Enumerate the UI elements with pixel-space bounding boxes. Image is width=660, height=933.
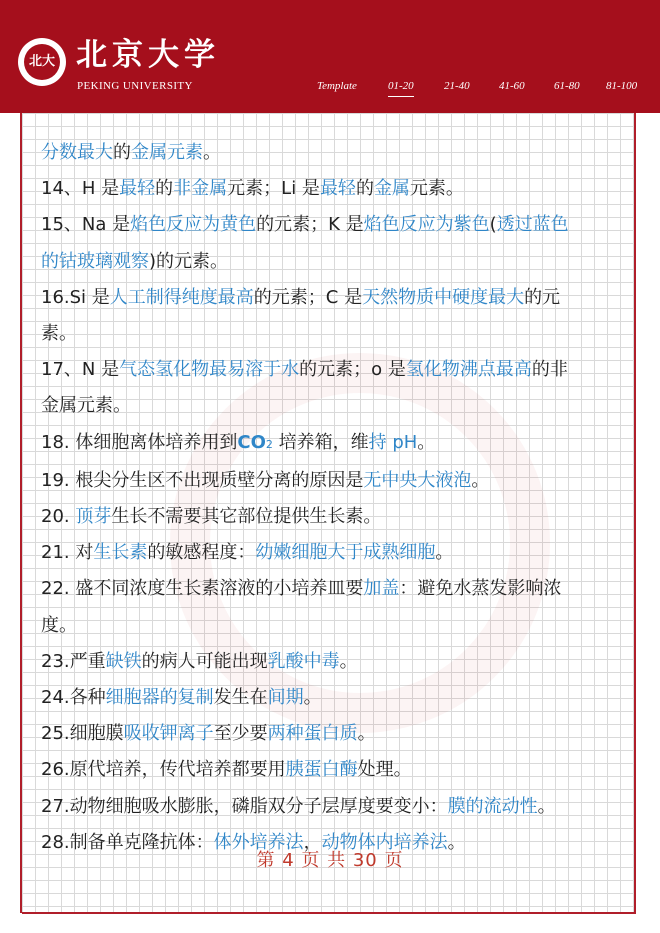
text-segment: 20. xyxy=(41,506,76,528)
page-counter: 第 4 页 共 30 页 xyxy=(256,850,404,871)
text-segment: 至少要 xyxy=(213,723,268,745)
nav-item-81-100[interactable]: 81-100 xyxy=(606,80,638,92)
highlighted-text: 金属元素 xyxy=(131,142,203,163)
text-segment: 生长不需要其它部位提供生长素。 xyxy=(111,506,382,528)
highlighted-text: 两种蛋白质 xyxy=(267,723,358,745)
text-segment: 24.各种 xyxy=(41,687,106,709)
text-segment: 的 xyxy=(155,178,174,200)
highlighted-text: 2 xyxy=(265,437,273,451)
text-segment: 14、H 是 xyxy=(41,178,120,200)
text-segment: 23.严重 xyxy=(41,650,106,672)
seal-glyph: 北大 xyxy=(28,54,55,69)
text-line xyxy=(41,463,627,499)
text-segment: 素。 xyxy=(41,323,77,345)
text-line xyxy=(41,680,627,716)
highlighted-text: 金属 xyxy=(373,178,410,200)
text-segment: 培养箱，维 xyxy=(272,431,369,453)
text-segment: 28.制备单克隆抗体： xyxy=(41,831,214,853)
text-segment: 17、N 是 xyxy=(41,359,120,381)
highlighted-text: 人工制得纯度最高 xyxy=(109,286,254,308)
text-line xyxy=(41,171,627,207)
text-segment: 处理。 xyxy=(357,759,412,781)
text-segment: 的元素；C 是 xyxy=(253,286,363,308)
text-segment: 。 xyxy=(471,469,490,491)
logo-chinese-name: 北京大学 xyxy=(76,37,220,73)
logo-english-name: PEKING UNIVERSITY xyxy=(77,80,193,92)
text-segment: 。 xyxy=(435,542,454,564)
highlighted-text: 加盖 xyxy=(363,578,400,600)
text-segment: 的 xyxy=(355,178,374,200)
text-lines xyxy=(41,135,627,861)
text-segment: 。 xyxy=(203,142,221,163)
text-segment: )的元素。 xyxy=(149,250,229,272)
highlighted-text: 体外培养法 xyxy=(213,831,304,853)
highlighted-text: 膜的流动性 xyxy=(447,795,538,817)
text-segment: 18. 体细胞离体培养用到 xyxy=(41,431,238,453)
nav-item-61-80[interactable]: 61-80 xyxy=(554,80,580,92)
text-line xyxy=(41,280,627,316)
text-line xyxy=(41,716,627,752)
text-segment: ：避免水蒸发影响浓 xyxy=(399,578,562,600)
highlighted-text: 透过蓝色 xyxy=(496,214,569,236)
text-line xyxy=(41,789,627,825)
text-segment: 16.Si 是 xyxy=(41,286,110,308)
highlighted-text: 动物体内培养法 xyxy=(321,831,448,853)
text-segment: 的病人可能出现 xyxy=(141,650,268,672)
nav-item-01-20[interactable]: 01-20 xyxy=(388,76,414,97)
highlighted-text: 非金属 xyxy=(173,178,228,200)
highlighted-text: CO xyxy=(237,431,266,453)
text-line xyxy=(41,644,627,680)
text-segment: 度。 xyxy=(41,614,77,636)
highlighted-text: 胰蛋白酶 xyxy=(285,759,358,781)
highlighted-text: 间期 xyxy=(267,687,304,709)
nav-item-template[interactable]: Template xyxy=(317,80,357,92)
header-bar xyxy=(0,0,660,113)
highlighted-text: 乳酸中毒 xyxy=(267,650,340,672)
text-segment: 发生在 xyxy=(213,687,268,709)
text-line xyxy=(41,352,627,388)
highlighted-text: 持 pH xyxy=(368,431,418,453)
text-segment: 25.细胞膜 xyxy=(41,723,124,745)
highlighted-text: 气态氢化物最易溶于水 xyxy=(119,359,300,381)
text-segment: 金属元素。 xyxy=(41,395,131,417)
text-line xyxy=(41,608,627,644)
highlighted-text: 天然物质中硬度最大 xyxy=(362,286,525,308)
highlighted-text: 顶芽 xyxy=(75,506,112,528)
text-segment: 27.动物细胞吸水膨胀，磷脂双分子层厚度要变小： xyxy=(41,795,448,817)
highlighted-text: 幼嫩细胞大于成熟细胞 xyxy=(255,542,436,564)
text-segment: 元素。 xyxy=(409,178,464,200)
text-segment: 。 xyxy=(339,650,358,672)
highlighted-text: 吸收钾离子 xyxy=(123,723,214,745)
page-range-nav xyxy=(0,76,660,100)
highlighted-text: 最轻 xyxy=(319,178,356,200)
text-segment: 的 xyxy=(113,142,131,163)
text-segment: 。 xyxy=(417,431,436,453)
seal-inner xyxy=(24,44,60,80)
text-segment: 22. 盛不同浓度生长素溶液的小培养皿要 xyxy=(41,578,364,600)
text-segment: 元素；Li 是 xyxy=(227,178,320,200)
text-line xyxy=(41,571,627,607)
text-line xyxy=(41,207,627,243)
text-line xyxy=(41,499,627,535)
grid-paper-content xyxy=(20,113,636,913)
highlighted-text: 最轻 xyxy=(119,178,156,200)
text-line xyxy=(41,388,627,424)
text-line xyxy=(41,752,627,788)
text-segment: 19. 根尖分生区不出现质壁分离的原因是 xyxy=(41,469,364,491)
text-segment: 。 xyxy=(537,795,556,817)
text-line xyxy=(41,535,627,571)
text-line xyxy=(41,316,627,352)
highlighted-text: 生长素 xyxy=(93,542,148,564)
nav-item-21-40[interactable]: 21-40 xyxy=(444,80,470,92)
text-segment: ( xyxy=(489,214,497,236)
text-line xyxy=(41,135,627,171)
highlighted-text: 无中央大液泡 xyxy=(363,469,472,491)
text-segment: 。 xyxy=(303,687,322,709)
text-segment: 的元素；K 是 xyxy=(256,214,364,236)
highlighted-text: 氢化物沸点最高 xyxy=(405,359,532,381)
text-segment: 15、Na 是 xyxy=(41,214,131,236)
bottom-divider xyxy=(22,912,636,914)
text-segment: 。 xyxy=(357,723,376,745)
highlighted-text: 细胞器的复制 xyxy=(105,687,214,709)
highlighted-text: 焰色反应为黄色 xyxy=(130,214,257,236)
nav-item-41-60[interactable]: 41-60 xyxy=(499,80,525,92)
highlighted-text: 的钴玻璃观察 xyxy=(41,250,149,272)
text-segment: 。 xyxy=(447,831,466,853)
text-segment: 26.原代培养，传代培养都要用 xyxy=(41,759,286,781)
text-segment: 21. 对 xyxy=(41,542,94,564)
highlighted-text: 缺铁 xyxy=(105,650,142,672)
text-segment: 的元 xyxy=(524,286,561,308)
text-segment: ， xyxy=(303,831,322,853)
text-segment: 的元素；o 是 xyxy=(299,359,406,381)
highlighted-text: 焰色反应为紫色 xyxy=(363,214,490,236)
text-segment: 的非 xyxy=(531,359,568,381)
highlighted-text: 分数最大 xyxy=(41,142,113,163)
text-line xyxy=(41,425,627,463)
text-line xyxy=(41,244,627,280)
text-segment: 的敏感程度： xyxy=(147,542,256,564)
